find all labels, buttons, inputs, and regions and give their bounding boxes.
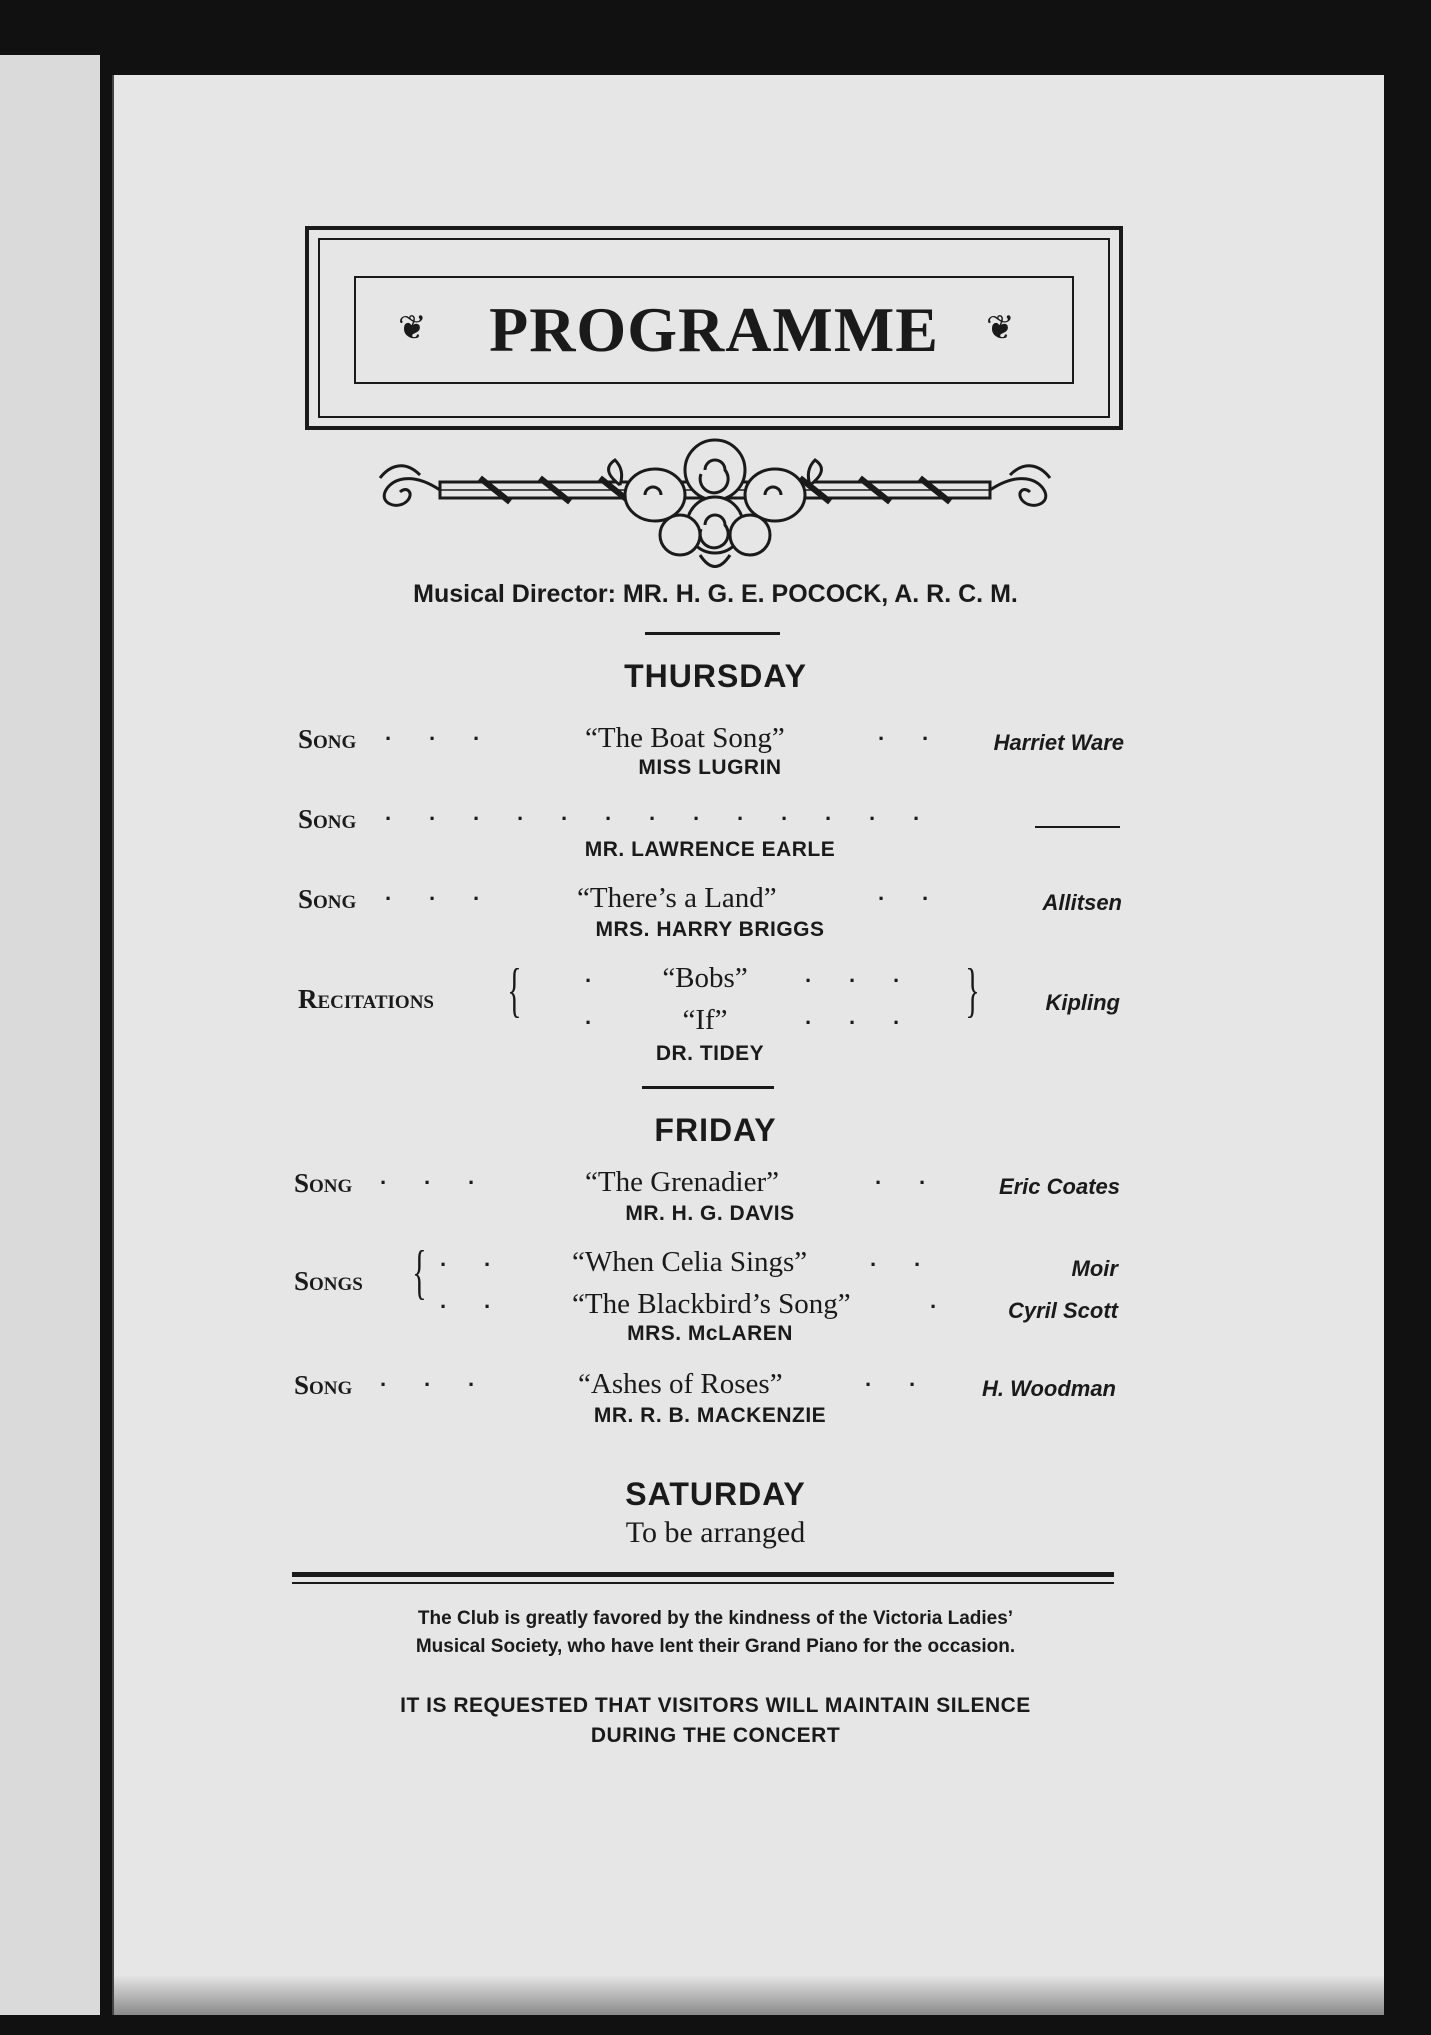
leader-dots: · · bbox=[878, 726, 930, 751]
leader-dots: · bbox=[585, 1010, 593, 1035]
divider-thin bbox=[292, 1582, 1114, 1584]
divider bbox=[642, 1086, 774, 1089]
friday-heading: FRIDAY bbox=[654, 1112, 777, 1148]
leader-dots: · · · bbox=[385, 886, 481, 911]
fleuron-icon: ❦ bbox=[398, 310, 427, 347]
item-composer: Harriet Ware bbox=[993, 730, 1124, 755]
saturday-heading: SATURDAY bbox=[625, 1476, 806, 1512]
right-brace: } bbox=[965, 957, 980, 1023]
saturday-note: To be arranged bbox=[625, 1516, 806, 1549]
left-brace: { bbox=[507, 957, 522, 1023]
request-line-1: IT IS REQUESTED THAT VISITORS WILL MAINTAIN SILENCE bbox=[400, 1694, 1031, 1717]
item-performer: MR. R. B. MACKENZIE bbox=[593, 1404, 827, 1427]
item-performer: MRS. McLAREN bbox=[627, 1322, 793, 1345]
item-title-2: “The Blackbird’s Song” bbox=[572, 1288, 851, 1320]
divider-thick bbox=[292, 1572, 1114, 1577]
leader-dots: · · · · · · · · · · · · · bbox=[385, 806, 921, 831]
leader-dots: · · bbox=[865, 1372, 917, 1397]
thanks-line-2: Musical Society, who have lent their Grand Piano for the occasion. bbox=[415, 1636, 1016, 1657]
leader-dots: · · · bbox=[380, 1170, 476, 1195]
leader-dots: · · bbox=[875, 1170, 927, 1195]
leader-dots: · bbox=[930, 1294, 938, 1319]
composer-blank bbox=[1035, 826, 1120, 828]
item-performer: MR. LAWRENCE EARLE bbox=[584, 838, 836, 861]
leader-dots: · · bbox=[440, 1252, 492, 1277]
fleuron-icon: ❦ bbox=[986, 310, 1015, 347]
leader-dots: · · · bbox=[380, 1372, 476, 1397]
leader-dots: · · · bbox=[805, 968, 901, 993]
leader-dots: · bbox=[585, 968, 593, 993]
facing-page-edge bbox=[0, 55, 100, 2015]
leader-dots: · · bbox=[440, 1294, 492, 1319]
leader-dots: · · · bbox=[805, 1010, 901, 1035]
item-title: “The Boat Song” bbox=[585, 722, 785, 754]
item-title-2: “If” bbox=[682, 1004, 728, 1036]
leader-dots: · · bbox=[878, 886, 930, 911]
item-label: Song bbox=[294, 1168, 353, 1198]
rose-garland-icon bbox=[370, 430, 1060, 580]
request-line-2: DURING THE CONCERT bbox=[590, 1724, 841, 1747]
item-performer: MR. H. G. DAVIS bbox=[625, 1202, 795, 1225]
page-title: PROGRAMME bbox=[489, 294, 939, 365]
item-title: “There’s a Land” bbox=[577, 882, 777, 914]
item-label: Song bbox=[298, 804, 357, 834]
item-performer: DR. TIDEY bbox=[655, 1042, 765, 1065]
item-composer: Allitsen bbox=[1042, 890, 1122, 915]
item-label: Recitations bbox=[298, 984, 434, 1014]
item-title: “The Grenadier” bbox=[585, 1166, 780, 1198]
item-label: Songs bbox=[294, 1266, 363, 1296]
item-performer: MISS LUGRIN bbox=[638, 756, 782, 779]
item-label: Song bbox=[294, 1370, 353, 1400]
item-title: “Ashes of Roses” bbox=[578, 1368, 783, 1400]
thanks-line-1: The Club is greatly favored by the kindness of the Victoria Ladies’ bbox=[417, 1608, 1014, 1629]
item-composer-2: Cyril Scott bbox=[1007, 1298, 1118, 1323]
item-composer: Eric Coates bbox=[998, 1174, 1120, 1199]
item-performer: MRS. HARRY BRIGGS bbox=[595, 918, 825, 941]
item-label: Song bbox=[298, 724, 357, 754]
divider bbox=[645, 632, 780, 635]
musical-director-line: Musical Director: MR. H. G. E. POCOCK, A. R. C. M. bbox=[413, 580, 1018, 608]
leader-dots: · · bbox=[870, 1252, 922, 1277]
item-title: “Bobs” bbox=[662, 962, 748, 994]
left-brace: { bbox=[412, 1239, 427, 1305]
item-composer: H. Woodman bbox=[981, 1376, 1116, 1401]
thursday-heading: THURSDAY bbox=[624, 658, 807, 694]
leader-dots: · · · bbox=[385, 726, 481, 751]
item-label: Song bbox=[298, 884, 357, 914]
item-title: “When Celia Sings” bbox=[572, 1246, 808, 1278]
item-composer: Moir bbox=[1071, 1256, 1118, 1281]
item-composer: Kipling bbox=[1045, 990, 1120, 1015]
